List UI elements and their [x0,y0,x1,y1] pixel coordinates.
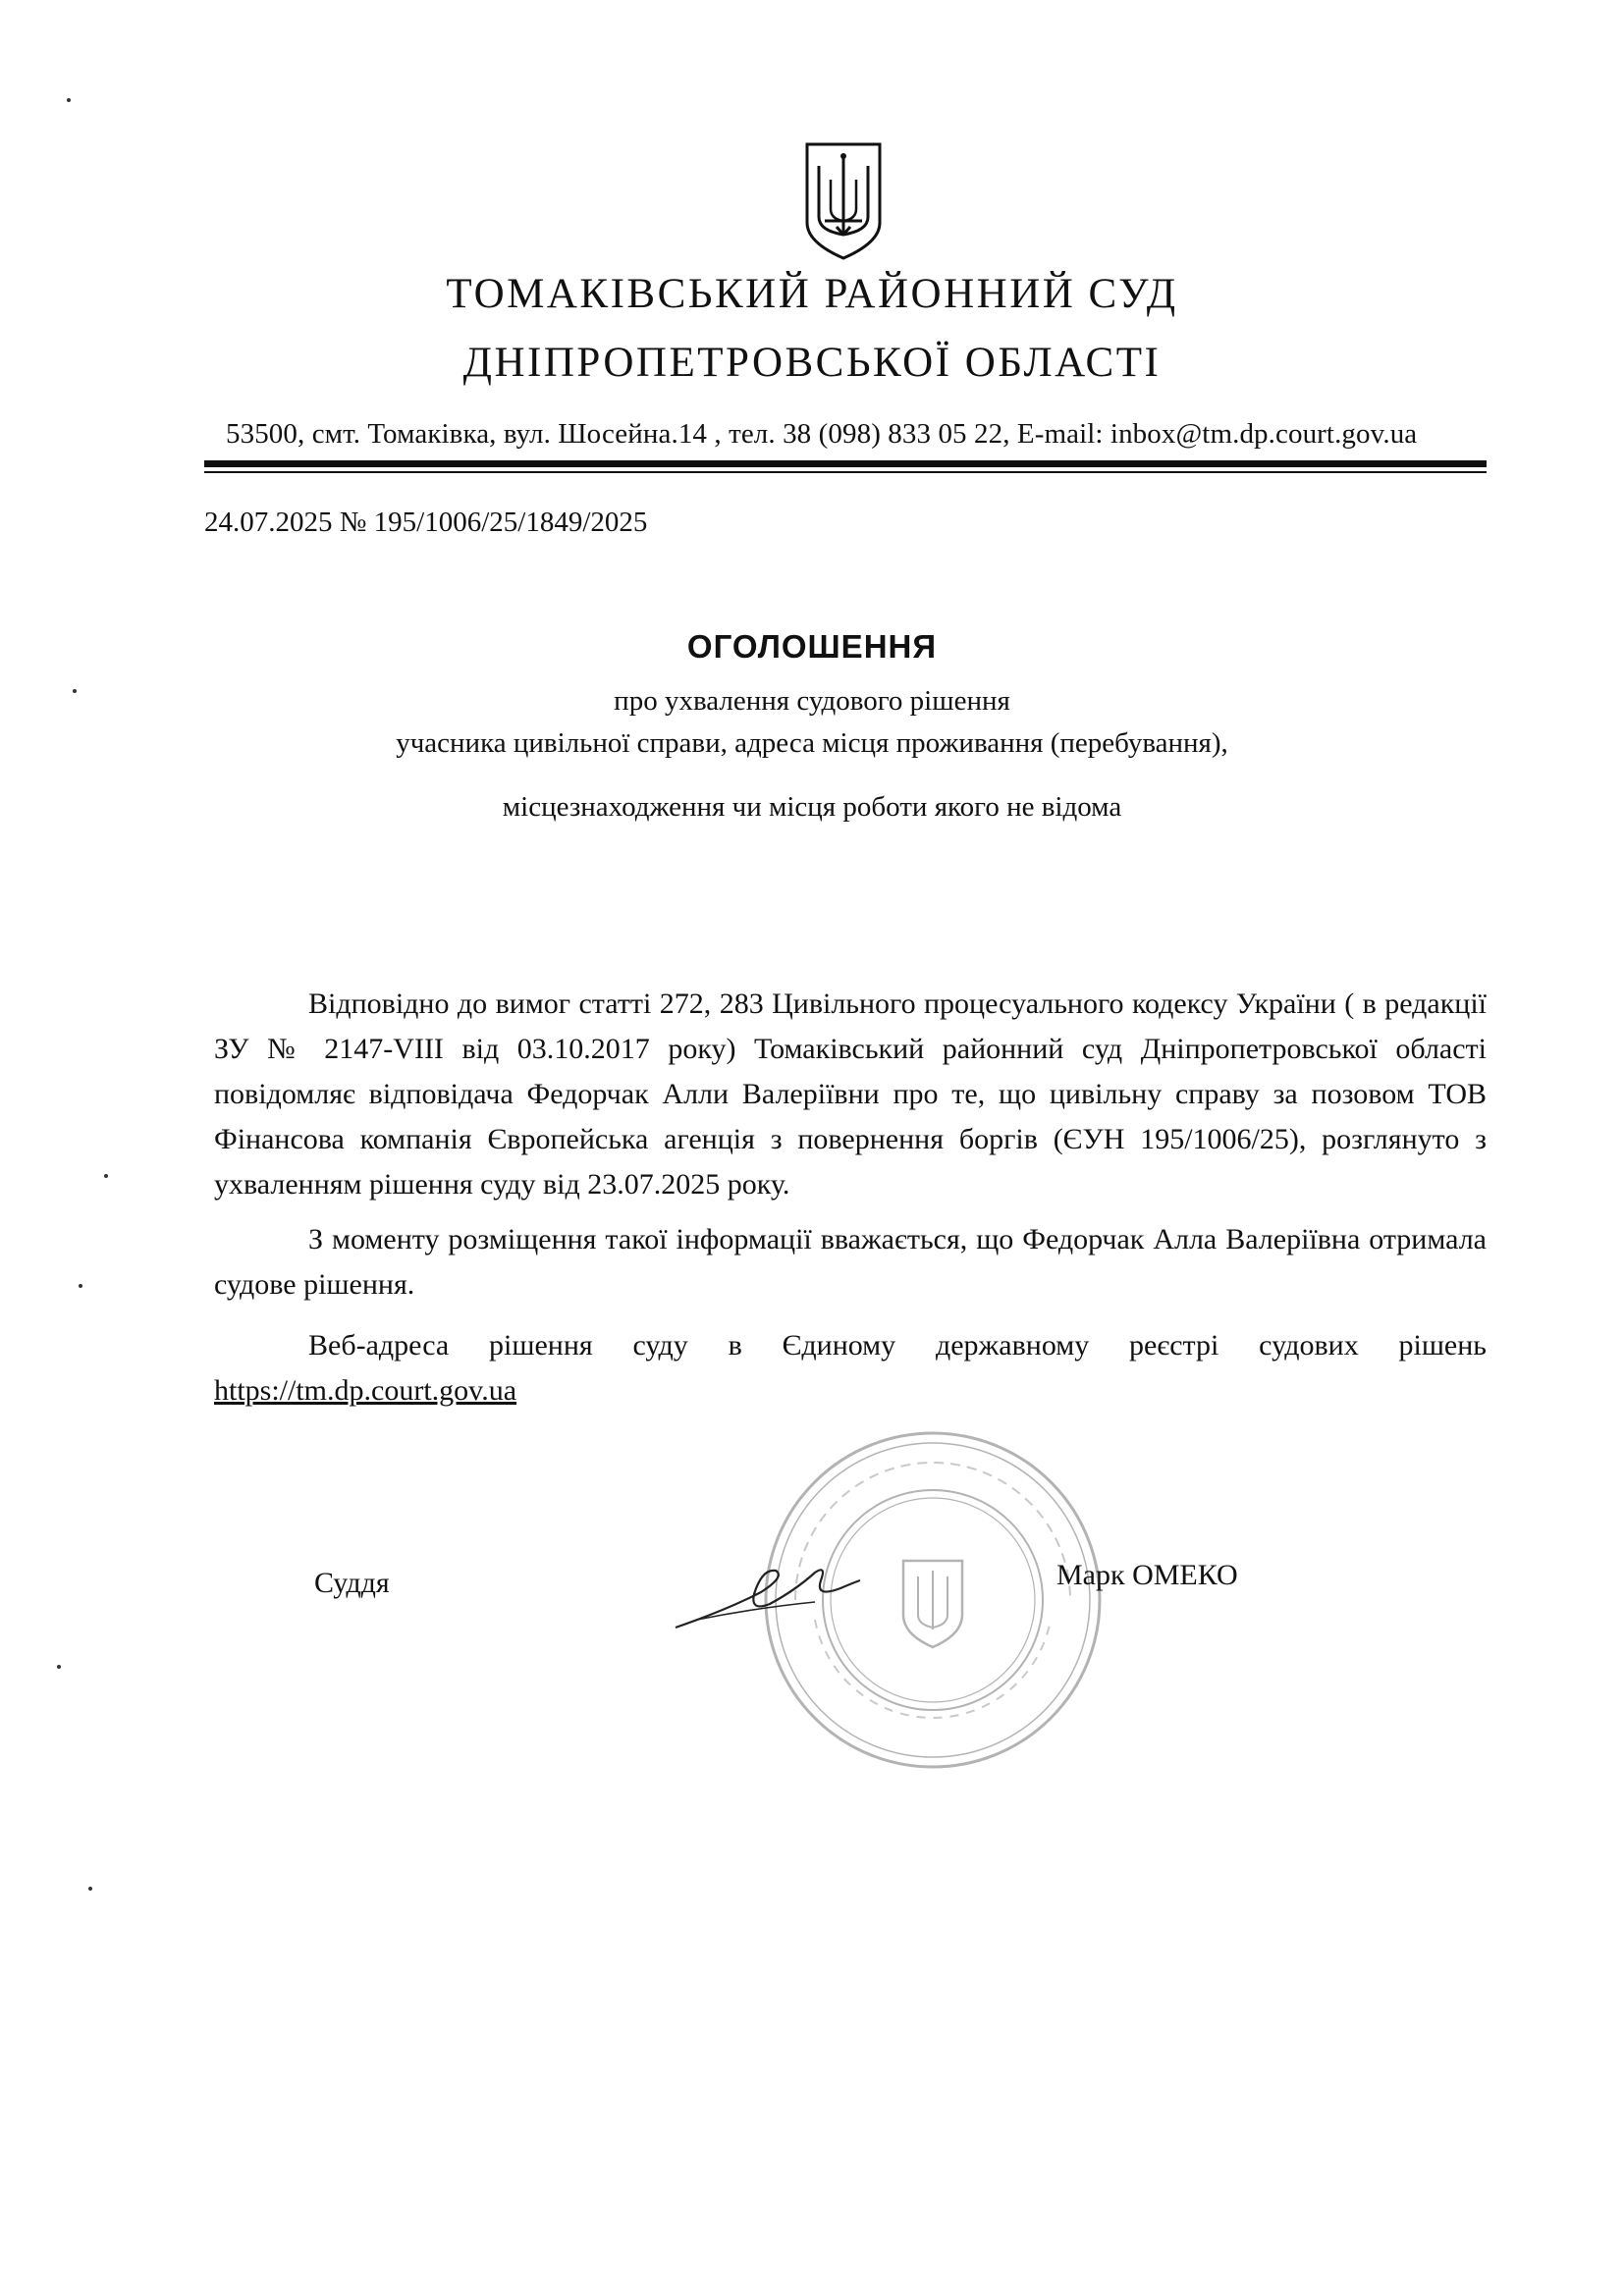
header-divider-thin [204,471,1487,473]
header-divider-thick [204,460,1487,467]
trident-emblem-icon [801,140,886,262]
subtitle-line2: учасника цивільної справи, адреса місця проживання (перебування), [396,727,1228,759]
body-paragraph-1-text: Відповідно до вимог статті 272, 283 Цивільного процесуального кодексу України ( в редакції ЗУ № 2147-VIII від 03.10.2017 року) Томаківський районний суд Дніпропетровської області повідомляє відповідача Федорчак Алли Валеріївни про те, що цивільну справу за позовом ТОВ Фінансова компанія Європейська агенція з повернення боргів (ЄУН 195/1006/25), розглянуто з ухваленням рішення суду від 23.07.2025 року. [214,988,1487,1201]
subtitle-line1: про ухвалення судового рішення [614,685,1010,717]
judge-role-label: Суддя [314,1567,390,1599]
body-paragraph-1 [214,982,1487,1207]
scan-speck [67,98,71,102]
body-paragraph-3 [214,1323,1487,1414]
body-paragraph-3-text: Веб-адреса рішення суду в Єдиному державному реєстрі судових рішень [308,1329,1487,1362]
judge-name: Марк ОМЕКО [1056,1559,1238,1591]
subtitle-line3: місцезнаходження чи місця роботи якого не відома [502,791,1122,823]
scan-speck [79,1284,82,1288]
body-paragraph-2 [214,1217,1487,1308]
court-address: 53500, смт. Томаківка, вул. Шосейна.14 , тел. 38 (098) 833 05 22, E-mail: inbox@tm.dp.court.gov.ua [226,418,1418,450]
registry-link[interactable]: https://tm.dp.court.gov.ua [214,1374,517,1407]
handwritten-signature-icon [668,1551,864,1639]
scan-speck [73,689,77,693]
document-title: ОГОЛОШЕННЯ [686,628,938,665]
court-name-line2: ДНІПРОПЕТРОВСЬКОЇ ОБЛАСТІ [462,340,1162,386]
court-name-line1: ТОМАКІВСЬКИЙ РАЙОННИЙ СУД [446,271,1178,317]
scan-speck [104,1174,108,1178]
scan-speck [57,1665,61,1669]
registration-number: 24.07.2025 № 195/1006/25/1849/2025 [204,507,648,538]
body-paragraph-2-text: З моменту розміщення такої інформації вважається, що Федорчак Алла Валеріївна отримала судове рішення. [214,1223,1487,1301]
scan-speck [88,1887,92,1891]
